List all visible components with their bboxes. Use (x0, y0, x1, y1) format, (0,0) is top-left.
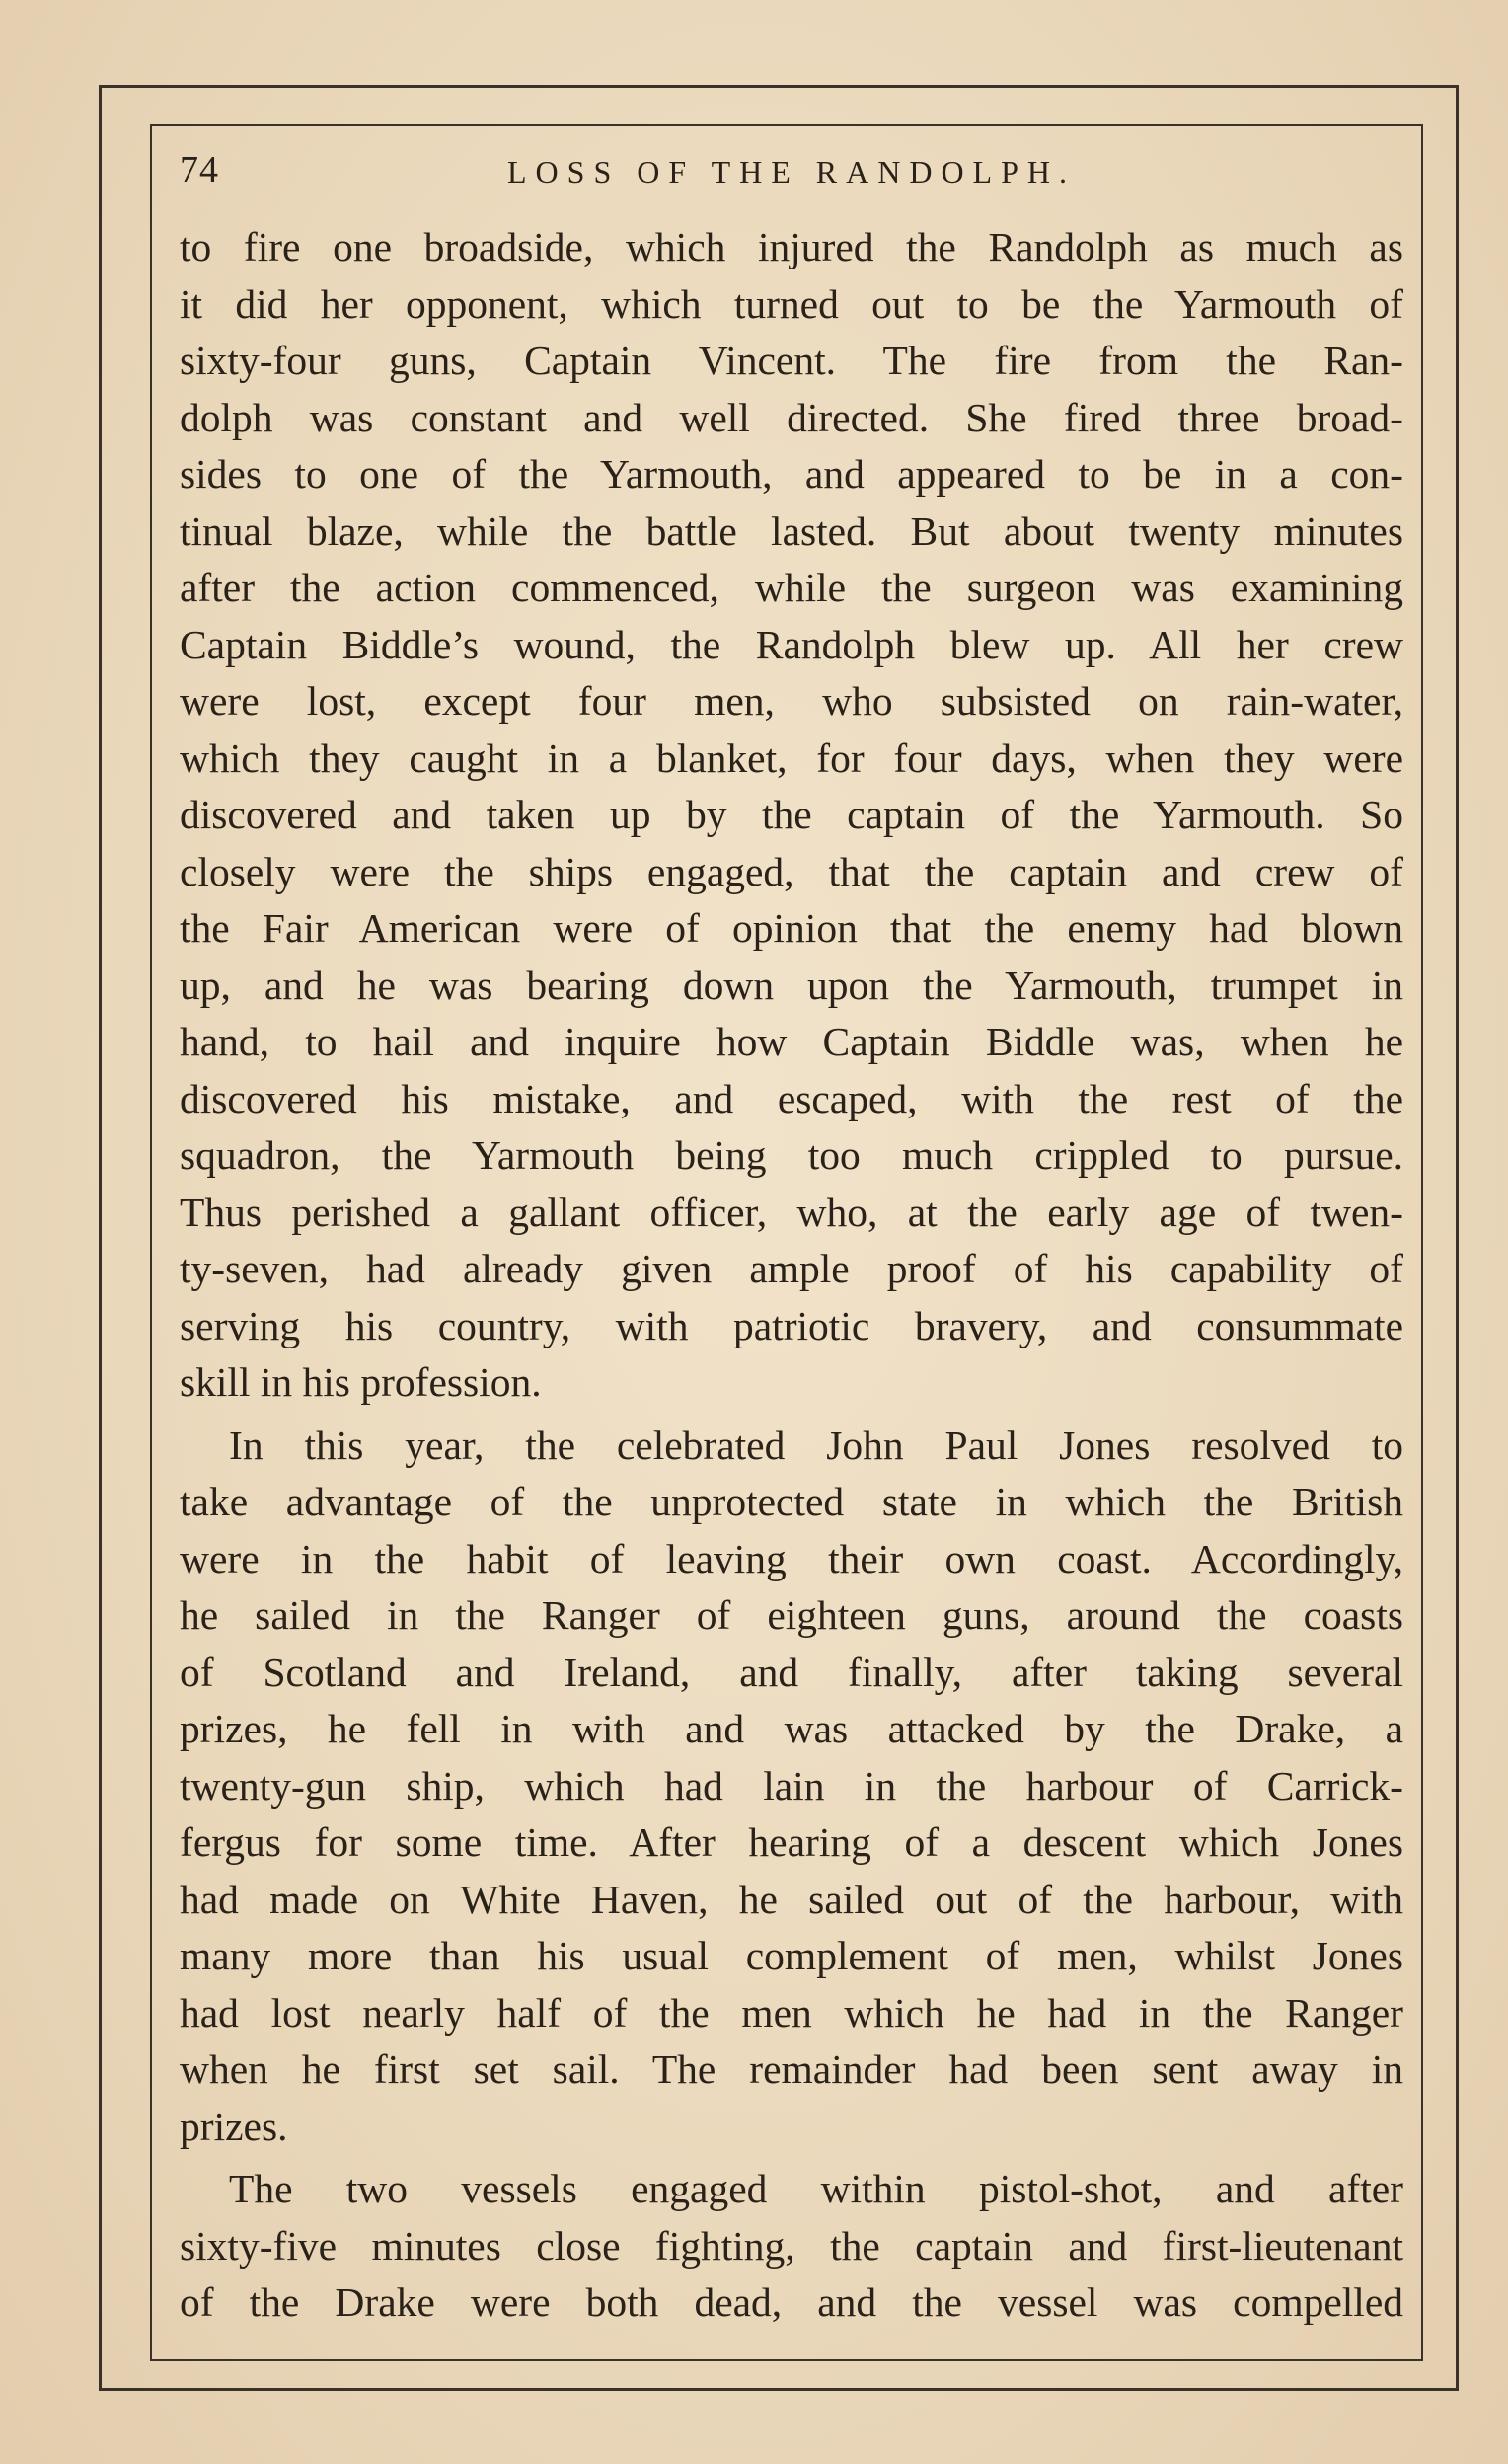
text-line: after the action commenced, while the surgeon was examining (180, 565, 1403, 610)
text-line: hand, to hail and inquire how Captain Biddle was, when he (180, 1019, 1403, 1064)
text-line: which they caught in a blanket, for four days, when they were (180, 734, 1403, 781)
text-line: sixty-four guns, Captain Vincent. The fire from the Ran- (180, 338, 1403, 383)
text-line: he sailed in the Ranger of eighteen guns, around the coasts (180, 1592, 1403, 1638)
text-line: prizes, he fell in with and was attacked by the Drake, a (180, 1706, 1403, 1751)
text-line: dolph was constant and well directed. She fired three broad- (180, 394, 1403, 440)
text-line: Thus perished a gallant officer, who, at the early age of twen- (180, 1189, 1403, 1235)
text-line: In this year, the celebrated John Paul Jones resolved to (229, 1422, 1403, 1468)
text-line: prizes. (180, 2103, 288, 2149)
text-line: of the Drake were both dead, and the vessel was compelled (180, 2279, 1403, 2325)
text-line: sixty-five minutes close fighting, the captain and first-lieutenant (180, 2222, 1403, 2269)
text-line: of Scotland and Ireland, and finally, after taking several (180, 1649, 1403, 1695)
text-line: The two vessels engaged within pistol-shot, and after (229, 2166, 1403, 2211)
text-line: were lost, except four men, who subsisted on rain-water, (180, 678, 1403, 724)
text-line: discovered and taken up by the captain of the Yarmouth. So (180, 792, 1403, 837)
text-line: it did her opponent, which turned out to be the Yarmouth of (180, 280, 1403, 327)
text-line: discovered his mistake, and escaped, with the rest of the (180, 1075, 1403, 1121)
text-line: serving his country, with patriotic bravery, and consummate (180, 1302, 1403, 1348)
text-line: skill in his profession. (180, 1359, 542, 1405)
running-head: LOSS OF THE RANDOLPH. (506, 154, 1076, 190)
text-line: up, and he was bearing down upon the Yarmouth, trumpet in (180, 962, 1403, 1008)
text-line: take advantage of the unprotected state in which the British (180, 1479, 1403, 1524)
text-line: were in the habit of leaving their own coast. Accordingly, (180, 1535, 1403, 1581)
text-line: tinual blaze, while the battle lasted. But about twenty minutes (180, 507, 1403, 554)
paragraph-2 (180, 1418, 1403, 2156)
text-line: closely were the ships engaged, that the captain and crew of (180, 848, 1403, 894)
text-line: squadron, the Yarmouth being too much crippled to pursue. (180, 1132, 1403, 1178)
page-header (180, 148, 1403, 207)
text-line: had lost nearly half of the men which he had in the Ranger (180, 1989, 1403, 2036)
text-line: fergus for some time. After hearing of a descent which Jones (180, 1819, 1403, 1865)
paragraph-3 (180, 2161, 1403, 2332)
text-line: sides to one of the Yarmouth, and appeared to be in a con- (180, 451, 1403, 497)
paragraph-1 (180, 219, 1403, 1412)
text-line: to fire one broadside, which injured the Randolph as much as (180, 224, 1403, 270)
text-line: Captain Biddle’s wound, the Randolph blew up. All her crew (180, 621, 1403, 667)
text-line: many more than his usual complement of men, whilst Jones (180, 1933, 1403, 1978)
text-line: twenty-gun ship, which had lain in the harbour of Carrick- (180, 1762, 1403, 1809)
text-line: when he first set sail. The remainder had been sent away in (180, 2046, 1403, 2092)
body-text (180, 219, 1403, 2332)
page-number: 74 (180, 149, 219, 191)
text-line: had made on White Haven, he sailed out of the harbour, with (180, 1876, 1403, 1922)
text-line: ty-seven, had already given ample proof of his capability of (180, 1246, 1403, 1291)
text-line: the Fair American were of opinion that the enemy had blown (180, 905, 1403, 951)
